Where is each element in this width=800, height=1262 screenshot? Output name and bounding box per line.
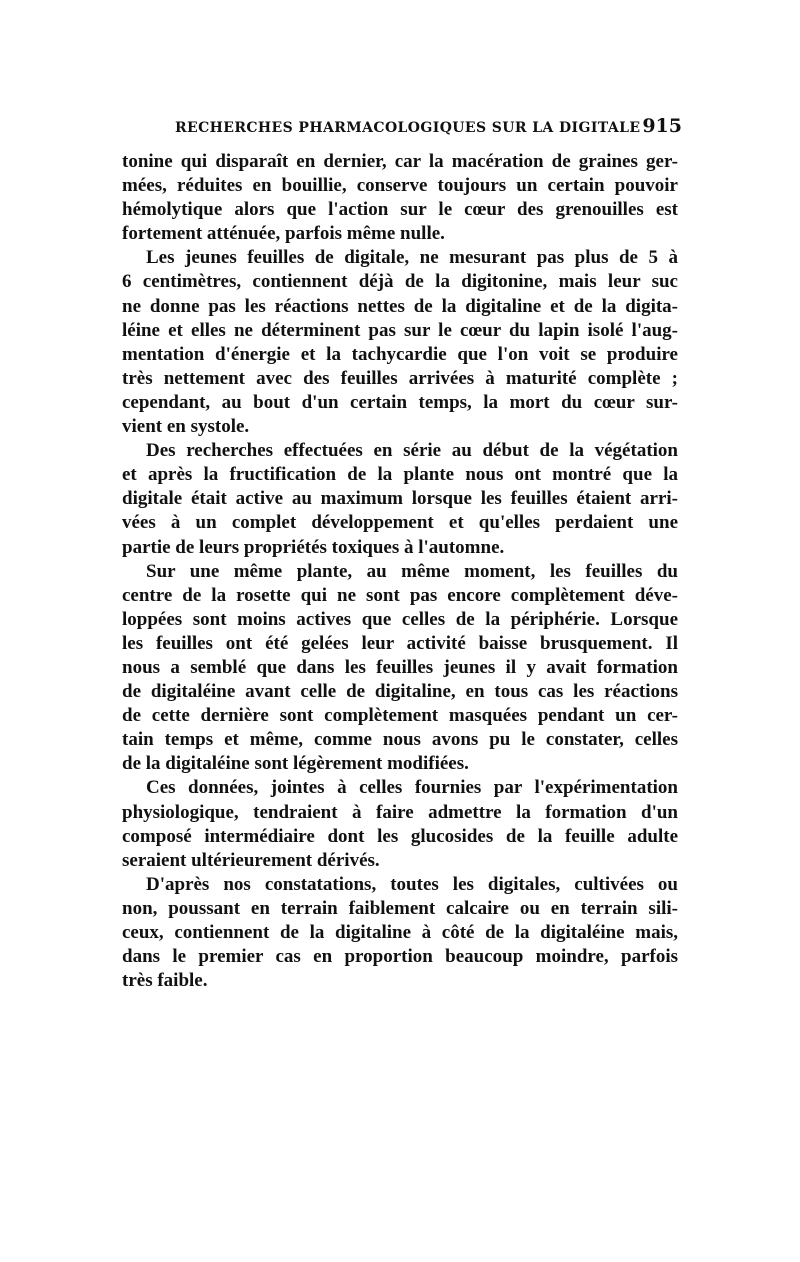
text-line: Ces données, jointes à celles fournies par l'expérimentation <box>146 777 678 799</box>
paragraph <box>122 150 678 246</box>
text-line: mées, réduites en bouillie, conserve toujours un certain pouvoir <box>122 175 678 197</box>
text-line: cependant, au bout d'un certain temps, la mort du cœur sur- <box>122 391 678 413</box>
text-line: Les jeunes feuilles de digitale, ne mesurant pas plus de 5 à <box>146 247 678 269</box>
text-line: ceux, contiennent de la digitaline à côté de la digitaléine mais, <box>122 922 678 943</box>
text-line: composé intermédiaire dont les glucosides de la feuille adulte <box>122 825 678 847</box>
text-line: physiologique, tendraient à faire admettre la formation d'un <box>122 801 678 823</box>
text-line: les feuilles ont été gelées leur activité baisse brusquement. Il <box>122 632 678 654</box>
text-line: Des recherches effectuées en série au début de la végétation <box>146 440 678 462</box>
text-line: vient en systole. <box>122 416 250 438</box>
text-line: très faible. <box>122 970 208 992</box>
text-line: vées à un complet développement et qu'elles perdaient une <box>122 512 678 534</box>
text-line: hémolytique alors que l'action sur le cœur des grenouilles est <box>122 199 678 221</box>
text-line: centre de la rosette qui ne sont pas encore complètement déve- <box>122 584 678 606</box>
text-line: non, poussant en terrain faiblement calcaire ou en terrain sili- <box>122 897 678 919</box>
text-line: 6 centimètres, contiennent déjà de la digitonine, mais leur suc <box>122 271 678 293</box>
text-line: D'après nos constatations, toutes les digitales, cultivées ou <box>146 873 678 895</box>
text-line: loppées sont moins actives que celles de la périphérie. Lorsque <box>122 608 678 630</box>
text-line: ne donne pas les réactions nettes de la digitaline et de la digita- <box>122 295 678 317</box>
text-line: dans le premier cas en proportion beaucoup moindre, parfois <box>122 946 678 968</box>
text-line: et après la fructification de la plante nous ont montré que la <box>122 464 678 486</box>
text-line: de digitaléine avant celle de digitaline, en tous cas les réactions <box>122 681 678 703</box>
paragraph <box>122 776 678 872</box>
text-line: nous a semblé que dans les feuilles jeunes il y avait formation <box>122 656 678 678</box>
text-line: fortement atténuée, parfois même nulle. <box>122 223 445 245</box>
body-text <box>122 150 678 993</box>
paragraph <box>122 873 678 993</box>
text-line: seraient ultérieurement dérivés. <box>122 849 380 871</box>
paragraph <box>122 439 678 559</box>
text-line: de la digitaléine sont légèrement modifiées. <box>122 753 469 775</box>
text-line: tonine qui disparaît en dernier, car la macération de graines ger- <box>122 151 678 172</box>
text-line: digitale était active au maximum lorsque les feuilles étaient arri- <box>122 488 678 510</box>
running-title: RECHERCHES PHARMACOLOGIQUES SUR LA DIGITALE <box>175 120 641 136</box>
text-line: très nettement avec des feuilles arrivées à maturité complète ; <box>122 367 678 389</box>
text-line: mentation d'énergie et la tachycardie que l'on voit se produire <box>122 343 678 365</box>
paragraph <box>122 246 678 439</box>
text-line: de cette dernière sont complètement masquées pendant un cer- <box>122 705 678 727</box>
text-line: partie de leurs propriétés toxiques à l'automne. <box>122 536 505 558</box>
page-number: 915 <box>642 115 682 137</box>
running-head <box>175 115 682 137</box>
text-line: tain temps et même, comme nous avons pu le constater, celles <box>122 729 678 751</box>
text-line: léine et elles ne déterminent pas sur le cœur du lapin isolé l'aug- <box>122 319 678 341</box>
paragraph <box>122 560 678 777</box>
text-line: Sur une même plante, au même moment, les feuilles du <box>146 560 678 582</box>
